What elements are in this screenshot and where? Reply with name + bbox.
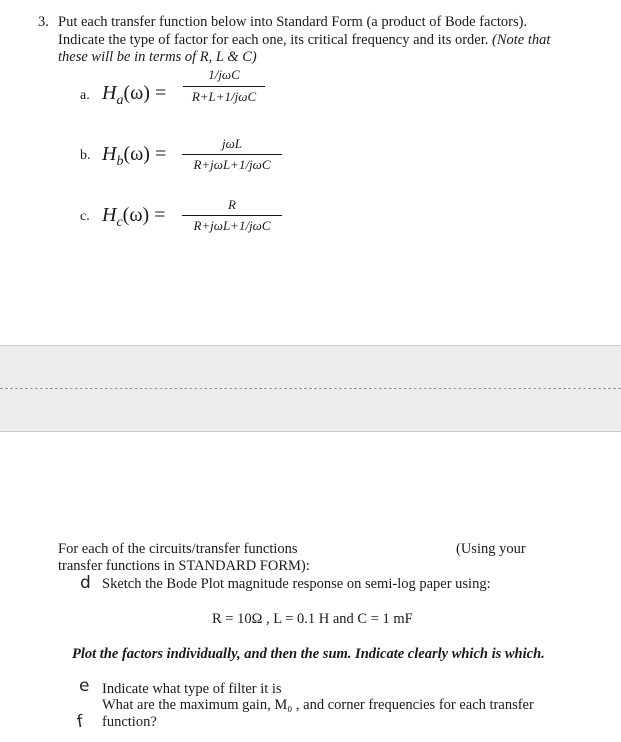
equation-c-denominator: R+jωL+1/jωC xyxy=(193,218,271,233)
problem-line-2-text: Indicate the type of factor for each one, its critical frequency and its order. xyxy=(58,32,489,48)
handwritten-d-mark: d xyxy=(80,573,91,593)
item-f-line-1: What are the maximum gain, M₀ , and corner frequencies for each transfer xyxy=(102,697,534,713)
equation-b-denominator: R+jωL+1/jωC xyxy=(193,157,271,172)
intro-right: (Using your xyxy=(456,541,526,557)
equation-a-lhs xyxy=(102,82,166,109)
equation-b-fraction-bar xyxy=(182,154,282,155)
problem-number: 3. xyxy=(38,14,49,30)
page-top-edge xyxy=(0,431,621,432)
equation-a-fraction-bar xyxy=(183,86,265,87)
equation-a-arg: (ω) = xyxy=(123,82,167,104)
equation-c-fraction xyxy=(182,197,282,234)
equation-c-fn: H xyxy=(102,204,117,226)
equation-a-fraction xyxy=(183,64,265,105)
item-f-line-2: function? xyxy=(102,714,157,730)
equation-c-label: c. xyxy=(80,209,90,224)
equation-a-sub: a xyxy=(116,93,124,108)
equation-b-sub: b xyxy=(116,154,124,169)
equation-c-numerator: R xyxy=(228,197,236,212)
page-gap-lower xyxy=(0,389,621,431)
item-e-text: Indicate what type of filter it is xyxy=(102,681,282,697)
component-values: R = 10Ω , L = 0.1 H and C = 1 mF xyxy=(212,611,413,627)
equation-c-fraction-bar xyxy=(182,215,282,216)
problem-line-2 xyxy=(58,32,550,49)
item-d-text: Sketch the Bode Plot magnitude response on semi-log paper using: xyxy=(102,576,491,592)
page-gap-upper xyxy=(0,346,621,388)
equation-c-arg: (ω) = xyxy=(122,204,166,226)
intro-line-2: transfer functions in STANDARD FORM): xyxy=(58,558,310,574)
equation-b-numerator: jωL xyxy=(221,136,243,151)
equation-c-lhs xyxy=(102,204,165,231)
handwritten-e-mark: e xyxy=(79,676,90,696)
equation-a-numerator: 1/jωC xyxy=(208,67,240,82)
problem-line-3: these will be in terms of R, L & C) xyxy=(58,49,257,65)
equation-b-fraction xyxy=(182,136,282,173)
intro-left: For each of the circuits/transfer functions xyxy=(58,541,298,557)
problem-note-start: (Note that xyxy=(492,32,551,48)
equation-b-arg: (ω) = xyxy=(123,143,167,165)
handwritten-f-mark: f xyxy=(75,711,85,733)
equation-b-lhs xyxy=(102,143,166,170)
equation-b-fn: H xyxy=(102,143,117,165)
problem-line-1: Put each transfer function below into Standard Form (a product of Bode factors). xyxy=(58,14,528,30)
equation-a-denominator: R+L+1/jωC xyxy=(191,89,257,104)
bold-instruction: Plot the factors individually, and then the sum. Indicate clearly which is which. xyxy=(72,646,545,662)
equation-a-label: a. xyxy=(80,88,90,103)
equation-b-label: b. xyxy=(80,148,91,163)
equation-a-fn: H xyxy=(102,82,117,104)
equation-c-sub: c xyxy=(116,215,123,230)
